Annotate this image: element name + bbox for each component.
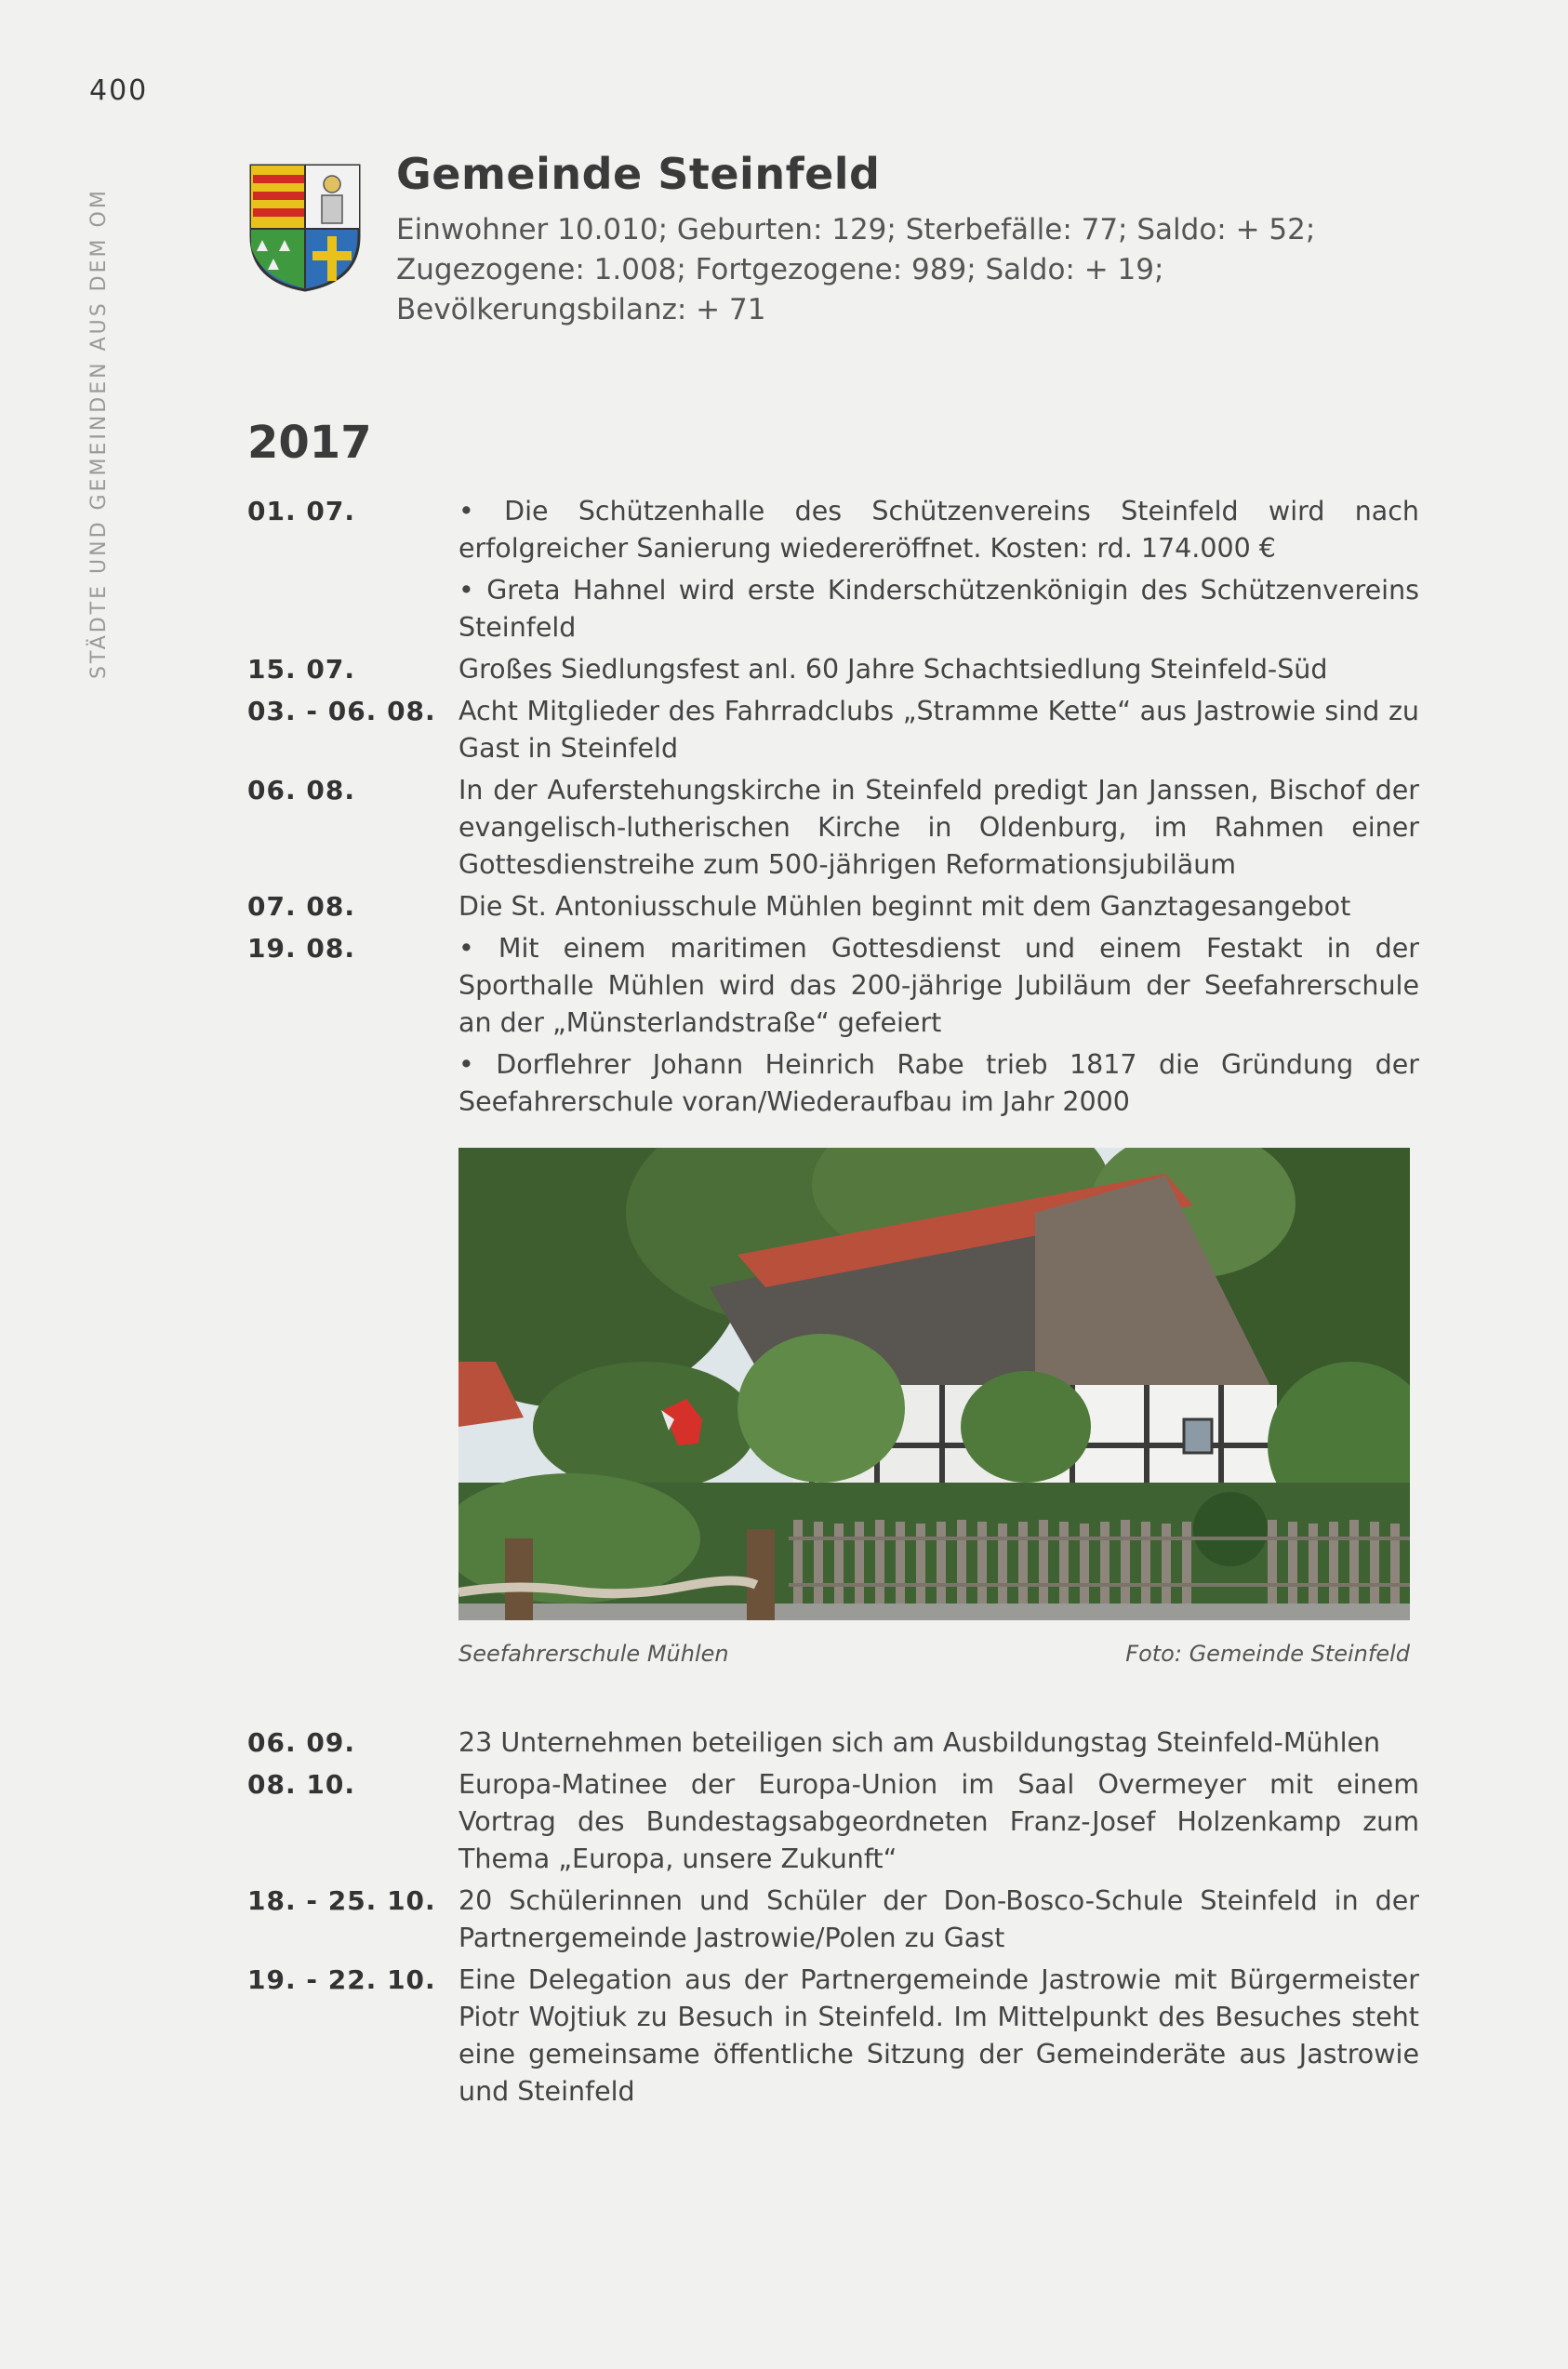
entry-date: 19. 08.: [247, 933, 355, 964]
entry-paragraph: 23 Unternehmen beteiligen sich am Ausbildungstag Steinfeld-Mühlen: [458, 1727, 1381, 1758]
entry-date: 08. 10.: [247, 1769, 355, 1800]
entry-paragraph: • Greta Hahnel wird erste Kinderschützenkönigin des Schützenvereins Steinfeld: [458, 575, 1419, 643]
photo-seefahrerschule: [458, 1148, 1410, 1620]
entry-paragraph: Großes Siedlungsfest anl. 60 Jahre Schachtsiedlung Steinfeld-Süd: [458, 654, 1328, 685]
photo-credit: Foto: Gemeinde Steinfeld: [1125, 1641, 1410, 1667]
chronicle-entry: [247, 693, 1419, 767]
entry-paragraph: 20 Schülerinnen und Schüler der Don-Bosco-Schule Steinfeld in der Partnergemeinde Jastrowie/Polen zu Gast: [458, 1885, 1419, 1953]
chronicle-entry: [247, 493, 1419, 646]
stats-line: Bevölkerungsbilanz: + 71: [396, 293, 766, 326]
chronicle-entry: [247, 1724, 1419, 1762]
entry-paragraph: • Dorflehrer Johann Heinrich Rabe trieb 1817 die Gründung der Seefahrerschule voran/Wiederaufbau im Jahr 2000: [458, 1049, 1419, 1117]
coat-of-arms: [247, 162, 363, 294]
chronicle-entry: [247, 888, 1419, 925]
entry-paragraph: Eine Delegation aus der Partnergemeinde Jastrowie mit Bürgermeister Piotr Wojtiuk zu Besuch in Steinfeld. Im Mittelpunkt des Besuches steht eine gemeinsame öffentliche Sitzung der Gemeinderäte aus Jastrowie und Steinfeld: [458, 1964, 1419, 2107]
entry-date: 15. 07.: [247, 654, 355, 685]
entry-date: 01. 07.: [247, 496, 355, 526]
entry-date: 18. - 25. 10.: [247, 1885, 436, 1916]
entry-text: [458, 772, 1419, 884]
stats-line: Zugezogene: 1.008; Fortgezogene: 989; Saldo: + 19;: [396, 253, 1164, 286]
chronicle-entry: [247, 1962, 1419, 2110]
chronicle-entry: [247, 930, 1419, 1121]
photo-caption: Seefahrerschule Mühlen: [458, 1641, 729, 1667]
chronicle-list: [247, 493, 1419, 1125]
entry-date: 07. 08.: [247, 891, 355, 922]
entry-paragraph: • Mit einem maritimen Gottesdienst und einem Festakt in der Sporthalle Mühlen wird das 200-jährige Jubiläum der Seefahrerschule an der „Münsterlandstraße“ gefeiert: [458, 933, 1419, 1038]
entry-text: [458, 1766, 1419, 1878]
page-number: 400: [89, 74, 149, 107]
entry-paragraph: • Die Schützenhalle des Schützenvereins Steinfeld wird nach erfolgreicher Sanierung wiedereröffnet. Kosten: rd. 174.000 €: [458, 496, 1419, 564]
entry-text: [458, 930, 1419, 1121]
entry-text: [458, 1962, 1419, 2110]
entry-text: [458, 888, 1419, 925]
chronicle-entry: [247, 651, 1419, 688]
entry-date: 03. - 06. 08.: [247, 696, 436, 726]
section-side-label: STÄDTE UND GEMEINDEN AUS DEM OM: [87, 188, 111, 679]
entry-date: 06. 09.: [247, 1727, 355, 1758]
page-title: Gemeinde Steinfeld: [396, 149, 881, 199]
entry-text: [458, 493, 1419, 646]
entry-date: 06. 08.: [247, 775, 355, 805]
entry-text: [458, 651, 1419, 688]
chronicle-entry: [247, 1766, 1419, 1878]
entry-text: [458, 693, 1419, 767]
chronicle-entry: [247, 772, 1419, 884]
chronicle-list: [247, 1724, 1419, 2115]
population-stats: [396, 210, 1382, 330]
chronicle-entry: [247, 1883, 1419, 1957]
entry-text: [458, 1883, 1419, 1957]
entry-paragraph: In der Auferstehungskirche in Steinfeld predigt Jan Janssen, Bischof der evangelisch-lutherischen Kirche in Oldenburg, im Rahmen einer Gottesdienstreihe zum 500-jährigen Reformationsjubiläum: [458, 775, 1419, 880]
entry-paragraph: Acht Mitglieder des Fahrradclubs „Stramme Kette“ aus Jastrowie sind zu Gast in Steinfeld: [458, 696, 1419, 764]
stats-line: Einwohner 10.010; Geburten: 129; Sterbefälle: 77; Saldo: + 52;: [396, 213, 1316, 246]
entry-paragraph: Europa-Matinee der Europa-Union im Saal Overmeyer mit einem Vortrag des Bundestagsabgeordneten Franz-Josef Holzenkamp zum Thema „Europa, unsere Zukunft“: [458, 1769, 1419, 1874]
entry-date: 19. - 22. 10.: [247, 1964, 436, 1995]
year-heading: 2017: [247, 417, 372, 469]
photo-illustration: [458, 1148, 1410, 1620]
entry-paragraph: Die St. Antoniusschule Mühlen beginnt mit dem Ganztagesangebot: [458, 891, 1351, 922]
entry-text: [458, 1724, 1419, 1762]
